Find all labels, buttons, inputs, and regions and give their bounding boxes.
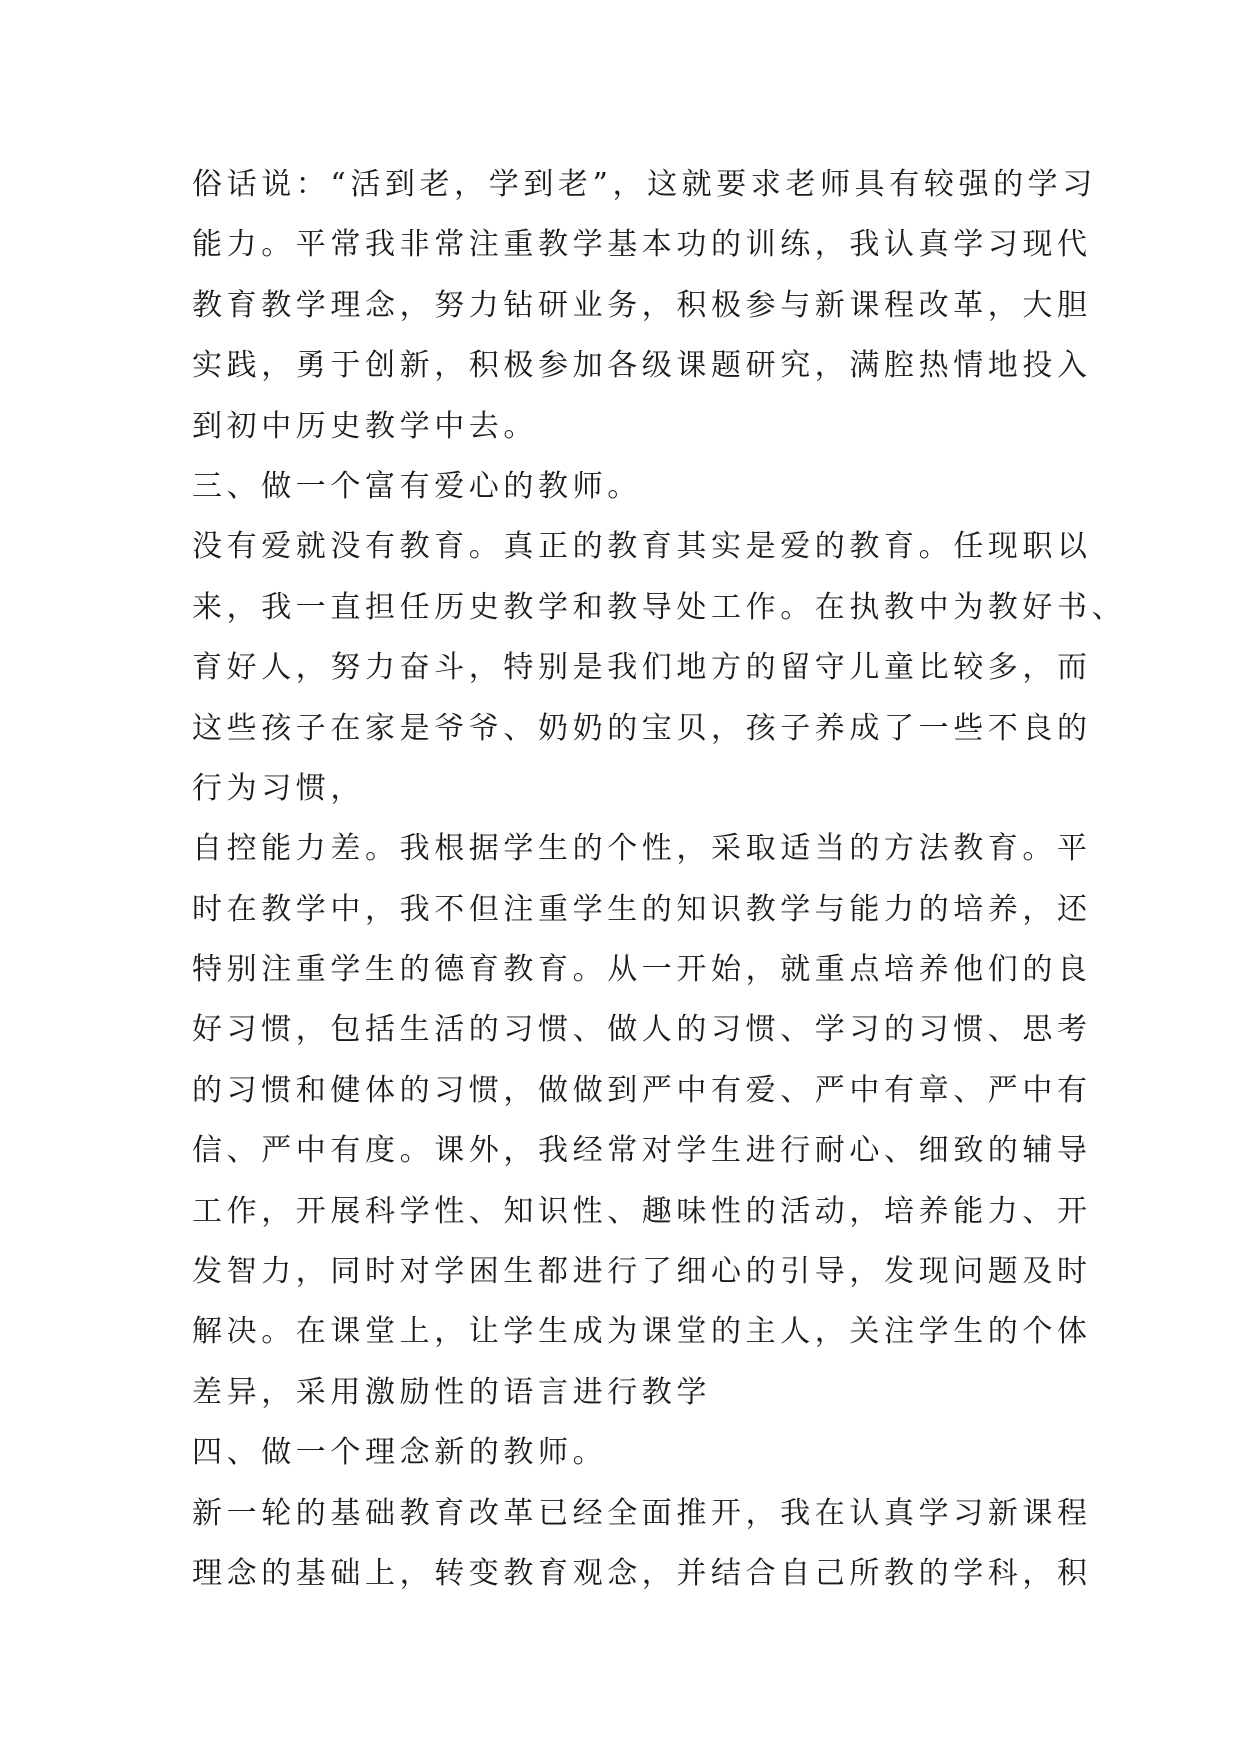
text-line: 这些孩子在家是爷爷、奶奶的宝贝，孩子养成了一些不良的: [192, 710, 1092, 746]
text-line: 差异，采用激励性的语言进行教学: [192, 1374, 711, 1410]
text-line: 解决。在课堂上，让学生成为课堂的主人，关注学生的个体: [192, 1314, 1092, 1350]
text-line: 能力。平常我非常注重教学基本功的训练，我认真学习现代: [192, 227, 1092, 263]
text-line: 的习惯和健体的习惯，做做到严中有爱、严中有章、严中有: [192, 1072, 1092, 1108]
text-line: 时在教学中，我不但注重学生的知识教学与能力的培养，还: [192, 891, 1092, 927]
text-line: 工作，开展科学性、知识性、趣味性的活动，培养能力、开: [192, 1193, 1092, 1229]
text-line: 到初中历史教学中去。: [192, 408, 538, 444]
text-line: 好习惯，包括生活的习惯、做人的习惯、学习的习惯、思考: [192, 1012, 1092, 1048]
text-line: 育好人，努力奋斗，特别是我们地方的留守儿童比较多，而: [192, 650, 1092, 686]
text-line: 来，我一直担任历史教学和教导处工作。在执教中为教好书、: [192, 589, 1127, 625]
text-line: 自控能力差。我根据学生的个性，采取适当的方法教育。平: [192, 831, 1092, 867]
text-line: 信、严中有度。课外，我经常对学生进行耐心、细致的辅导: [192, 1133, 1092, 1169]
text-line: 教育教学理念，努力钻研业务，积极参与新课程改革，大胆: [192, 287, 1092, 323]
text-line: 新一轮的基础教育改革已经全面推开，我在认真学习新课程: [192, 1495, 1092, 1531]
text-line: 俗话说：“活到老，学到老”，这就要求老师具有较强的学习: [192, 167, 1097, 202]
section-heading: 三、做一个富有爱心的教师。: [192, 468, 642, 504]
text-line: 行为习惯，: [192, 770, 365, 806]
document-body: [192, 155, 1127, 1604]
section-heading: 四、做一个理念新的教师。: [192, 1435, 608, 1471]
text-line: 特别注重学生的德育教育。从一开始，就重点培养他们的良: [192, 952, 1092, 988]
text-line: 发智力，同时对学困生都进行了细心的引导，发现问题及时: [192, 1254, 1092, 1290]
text-line: 没有爱就没有教育。真正的教育其实是爱的教育。任现职以: [192, 529, 1092, 565]
text-line: 理念的基础上，转变教育观念，并结合自己所教的学科，积: [192, 1555, 1092, 1591]
text-line: 实践，勇于创新，积极参加各级课题研究，满腔热情地投入: [192, 348, 1092, 384]
